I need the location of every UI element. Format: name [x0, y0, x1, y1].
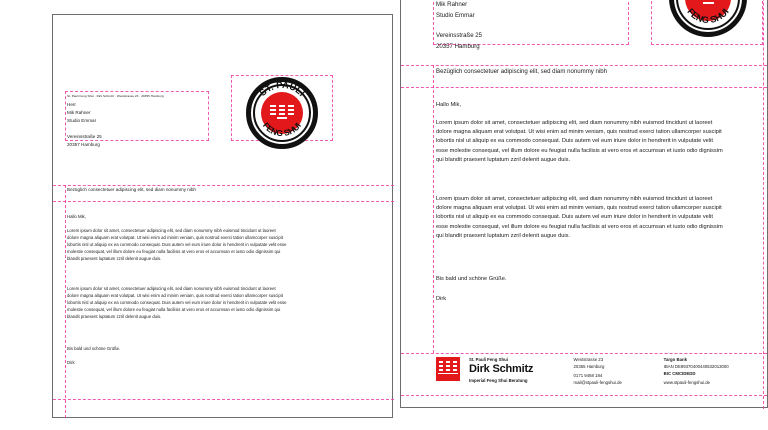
- guide-subject-top: [401, 65, 767, 66]
- footer-contact-column: [574, 357, 664, 387]
- address-line: Studio Emmar: [436, 11, 475, 19]
- address-line: 20357 Hamburg: [436, 42, 480, 50]
- footer-tagline: Imperial Feng Shui Beratung: [469, 377, 528, 383]
- address-line: Mik Rahner: [67, 109, 91, 115]
- footer-bank-column: [664, 357, 761, 387]
- guide-text-left: [433, 65, 434, 353]
- guide-subject-bottom: [53, 201, 394, 202]
- page-preview-zoom[interactable]: [400, 0, 768, 408]
- sender-line: St. Pauli Feng Shui · Dirk Schmitz · Weststrasse 23 · 20355 Hamburg: [67, 94, 164, 98]
- signature-name: Dirk: [67, 360, 75, 365]
- subject-line: Bezüglich consectetuer adipiscing elit, sed diam nonummy nibh: [436, 68, 608, 75]
- signature-name: Dirk: [436, 296, 447, 302]
- salutation: Hallo Mik,: [436, 102, 461, 108]
- address-line: Mik Rahner: [436, 1, 468, 9]
- logo-arc-text: [669, 0, 747, 37]
- st-pauli-feng-shui-logo: [246, 77, 318, 149]
- footer-contact-line: 20355 Hamburg: [573, 363, 605, 369]
- body-paragraph: Lorem ipsum dolor sit amet, consectetuer adipiscing elit, sed diam nonummy nibh euismod tincidunt ut laoreet dolore magna aliquam erat volutpat. Ut wisi enim ad minim veniam, quis nostrud exerci tation ullamcorper suscipit lobortis nisl ut aliquip ex ea commodo consequat. Duis autem vel eum iriure dolor in hendrerit in vulputate velit esse molestie consequat, vel illum dolore eu feugiat nulla facilisis at vero eros et accumsan et iusto odio dignissim qui blandit praesent luptatum zzril delenit augue duis.: [436, 120, 723, 163]
- guide-footer-bottom: [401, 395, 767, 396]
- footer-brand-column: [469, 357, 574, 383]
- guide-text-left: [65, 185, 66, 418]
- letter-footer: [436, 357, 761, 387]
- svg-text:FENG SHUI: FENG SHUI: [260, 120, 304, 139]
- svg-text:FENG SHUI: FENG SHUI: [685, 6, 731, 26]
- subject-line: Bezüglich consectetuer adipiscing elit, sed diam nonummy nibh: [67, 187, 196, 192]
- footer-bank-name: Targo Bank: [663, 357, 687, 362]
- footer-name: Dirk Schmitz: [469, 363, 534, 376]
- salutation: Hallo Mik,: [67, 214, 86, 219]
- footer-brand-small: St. Pauli Feng Shui: [469, 357, 508, 362]
- guide-footer-top: [53, 399, 394, 400]
- footer-contact-email[interactable]: mail@stpauli-fengshui.de: [573, 379, 622, 385]
- address-line: Herr: [67, 102, 76, 107]
- guide-footer-top: [401, 353, 767, 354]
- svg-text:ST. PAULI: ST. PAULI: [257, 79, 307, 99]
- footer-contact-line: 0171 9468 184: [573, 372, 603, 378]
- closing-line: Bis bald und schöne Grüße.: [436, 276, 507, 282]
- footer-contact-line: Weststrasse 23: [573, 357, 604, 362]
- guide-subject-top: [53, 185, 394, 186]
- address-line: Studio Emmar: [67, 117, 97, 123]
- address-block: [67, 101, 102, 148]
- closing-line: Bis bald und schöne Grüße.: [67, 346, 121, 351]
- address-line: Vereinsstraße 25: [436, 32, 483, 40]
- footer-bank-bic: BIC CMCIDEDD: [663, 370, 696, 376]
- guide-subject-bottom: [401, 87, 767, 88]
- logo-arc-text: [246, 77, 318, 149]
- st-pauli-feng-shui-logo: [669, 0, 747, 37]
- body-paragraph: Lorem ipsum dolor sit amet, consectetuer adipiscing elit, sed diam nonummy nibh euismod tincidunt ut laoreet dolore magna aliquam erat volutpat. Ut wisi enim ad minim veniam, quis nostrud exerci tation ullamcorper suscipit lobortis nisl ut aliquip ex ea commodo consequat. Duis autem vel eum iriure dolor in hendrerit in vulputate velit esse molestie consequat, vel illum dolore eu feugiat nulla facilisis at vero eros et accumsan et iusto odio dignissim qui blandit praesent luptatum zzril delenit augue duis.: [67, 228, 287, 261]
- footer-website[interactable]: www.stpauli-fengshui.de: [663, 379, 711, 385]
- body-paragraph: Lorem ipsum dolor sit amet, consectetuer adipiscing elit, sed diam nonummy nibh euismod tincidunt ut laoreet dolore magna aliquam erat volutpat. Ut wisi enim ad minim veniam, quis nostrud exerci tation ullamcorper suscipit lobortis nisl ut aliquip ex ea commodo consequat. Duis autem vel eum iriure dolor in hendrerit in vulputate velit esse molestie consequat, vel illum dolore eu feugiat nulla facilisis at vero eros et accumsan et iusto odio dignissim qui blandit praesent luptatum zzril delenit augue duis.: [67, 286, 287, 319]
- address-block: [436, 0, 482, 52]
- address-line: Vereinsstraße 25: [67, 133, 102, 139]
- page-preview-full[interactable]: [52, 14, 393, 418]
- address-line: 20357 Hamburg: [67, 141, 100, 147]
- footer-bank-iban: IBAN DE89370400440532013000: [663, 363, 729, 369]
- body-paragraph: Lorem ipsum dolor sit amet, consectetuer adipiscing elit, sed diam nonummy nibh euismod tincidunt ut laoreet dolore magna aliquam erat volutpat. Ut wisi enim ad minim veniam, quis nostrud exerci tation ullamcorper suscipit lobortis nisl ut aliquip ex ea commodo consequat. Duis autem vel eum iriure dolor in hendrerit in vulputate velit esse molestie consequat, vel illum dolore eu feugiat nulla facilisis at vero eros et accumsan et iusto odio dignissim qui blandit praesent luptatum zzril delenit augue duis.: [436, 196, 723, 239]
- footer-logo-mark: [436, 357, 460, 381]
- guide-text-right: [763, 0, 764, 409]
